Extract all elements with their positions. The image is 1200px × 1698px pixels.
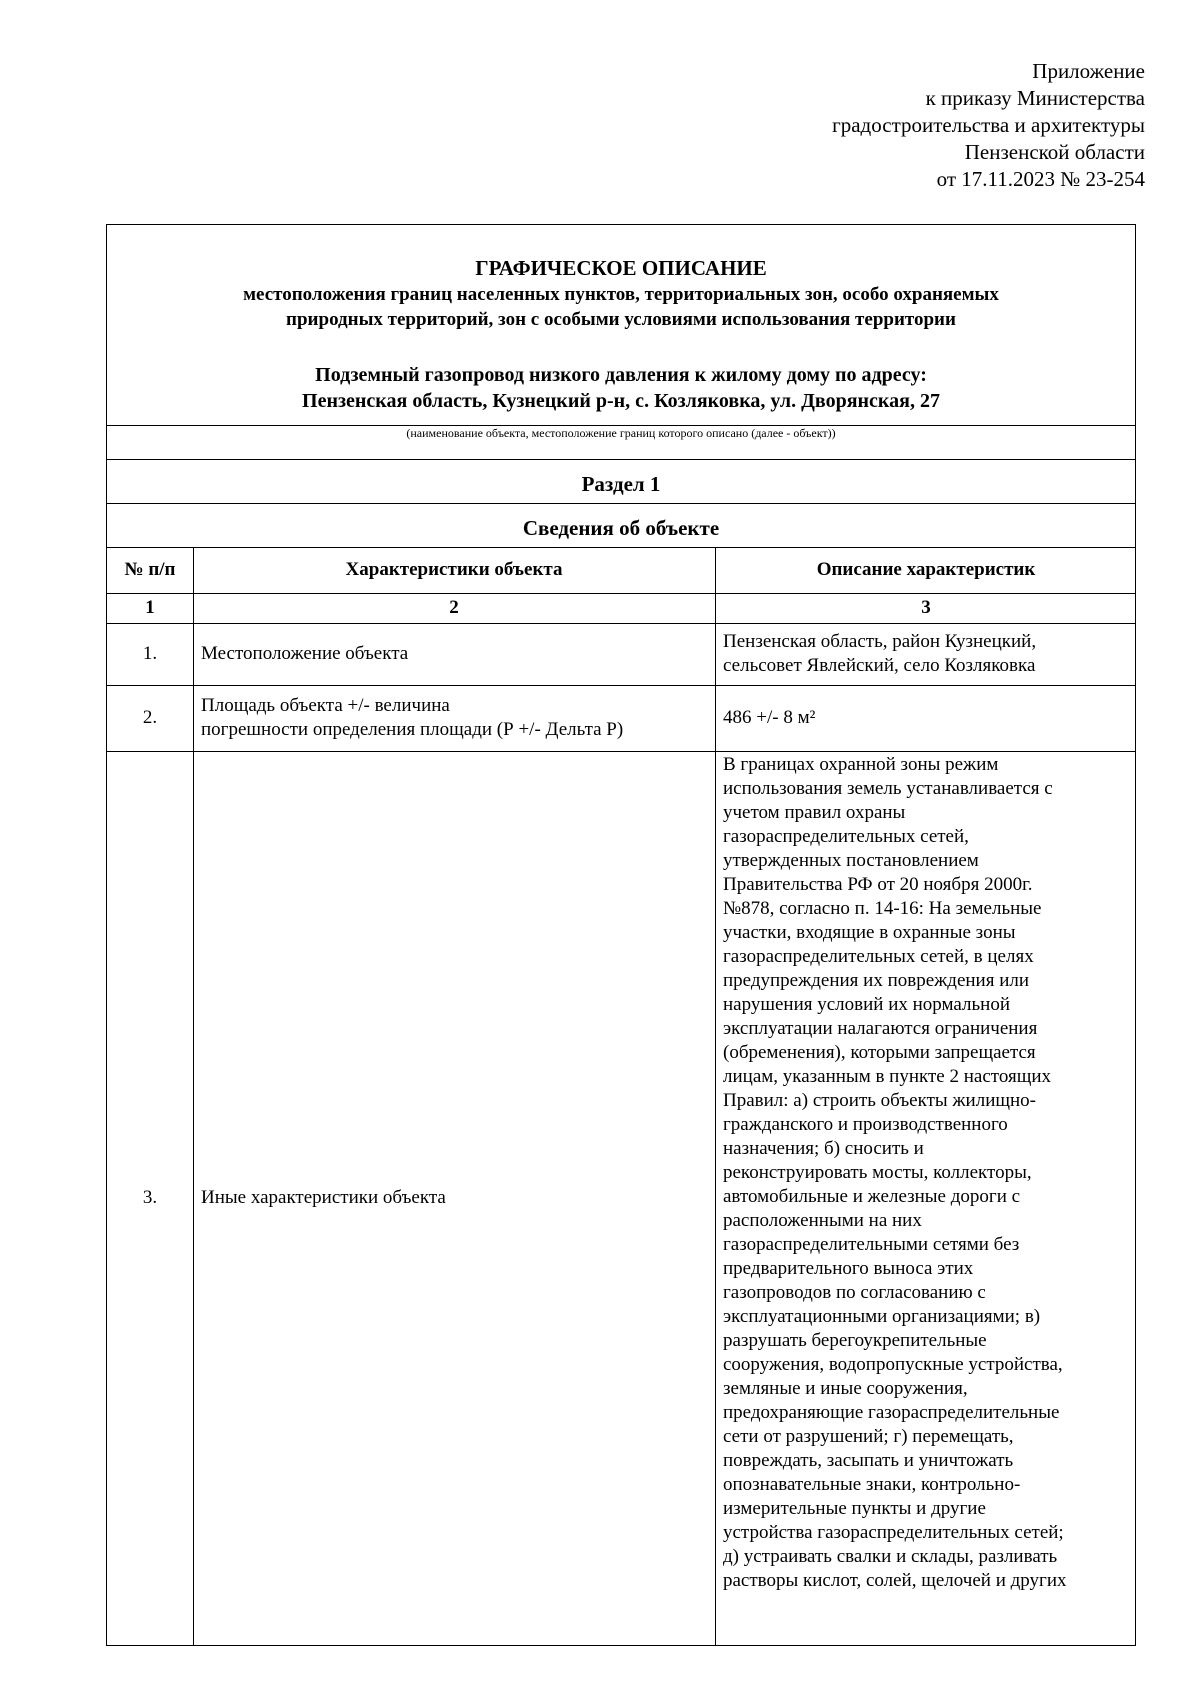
column-number: 3	[921, 597, 931, 618]
column-separator	[715, 547, 716, 1645]
subtitle-line: природных территорий, зон с особыми условиями использования территории	[286, 309, 956, 330]
object-line: Подземный газопровод низкого давления к жилому дому по адресу:	[315, 364, 927, 386]
section-subtitle: Сведения об объекте	[522, 516, 720, 540]
row-number: 2.	[142, 707, 158, 728]
column-separator	[193, 547, 194, 1645]
column-number: 1	[145, 597, 155, 618]
document-title: ГРАФИЧЕСКОЕ ОПИСАНИЕ	[475, 256, 767, 280]
subtitle-line: местоположения границ населенных пунктов, территориальных зон, особо охраняемых	[243, 284, 999, 305]
header-num: № п/п	[124, 559, 176, 580]
header-characteristic: Характеристики объекта	[345, 559, 563, 580]
object-line: Пензенская область, Кузнецкий р-н, с. Козляковка, ул. Дворянская, 27	[302, 390, 940, 412]
object-caption: (наименование объекта, местоположение границ которого описано (далее - объект))	[406, 426, 836, 440]
appendix-line: к приказу Министерства	[925, 86, 1145, 110]
row-description: Пензенская область, район Кузнецкий, сельсовет Явлейский, село Козляковка	[723, 631, 1037, 676]
row-characteristic: Иные характеристики объекта	[201, 1187, 446, 1208]
row-characteristic: Площадь объекта +/- величина погрешности определения площади (Р +/- Дельта Р)	[201, 695, 624, 740]
appendix-note	[832, 58, 1145, 193]
divider	[107, 459, 1135, 460]
document-header	[107, 225, 1135, 425]
row-description: В границах охранной зоны режим использования земель устанавливается с учетом правил охраны газораспределительных сетей, утвержденных постановлением Правительства РФ от 20 ноября 2000г. №878, согласно п. 14-16: На земельные участки, входящие в охранные зоны газораспределительных сетей, в целях предупреждения их повреждения или нарушения условий их нормальной эксплуатации налагаются ограничения (обременения), которыми запрещается лицам, указанным в пункте 2 настоящих Правил: а) строить объекты жилищно- гражданского и производственного назначения; б) сносить и реконструировать мосты, коллекторы, автомобильные и железные дороги с расположенными на них газораспределительными сетями без предварительного выноса этих газопроводов по согласованию с эксплуатационными организациями; в) разрушать берегоукрепительные сооружения, водопропускные устройства, земляные и иные сооружения, предохраняющие газораспределительные сети от разрушений; г) перемещать, повреждать, засыпать и уничтожать опознавательные знаки, контрольно- измерительные пункты и другие устройства газораспределительных сетей; д) устраивать свалки и склады, разливать растворы кислот, солей, щелочей и других	[723, 754, 1067, 1591]
appendix-line: Приложение	[1032, 59, 1145, 83]
row-description: 486 +/- 8 м²	[723, 707, 816, 728]
appendix-line: Пензенской области	[964, 140, 1145, 164]
row-number: 3.	[142, 1187, 158, 1208]
divider	[107, 503, 1135, 504]
column-number: 2	[449, 597, 459, 618]
appendix-line: от 17.11.2023 № 23-254	[936, 167, 1145, 191]
object-name	[107, 362, 1135, 414]
document-frame	[106, 224, 1136, 1646]
section-title: Раздел 1	[581, 472, 661, 496]
header-description: Описание характеристик	[816, 559, 1036, 580]
document-subtitle	[107, 282, 1135, 332]
row-characteristic: Местоположение объекта	[201, 643, 409, 664]
row-number: 1.	[142, 643, 158, 664]
appendix-line: градостроительства и архитектуры	[832, 113, 1145, 137]
